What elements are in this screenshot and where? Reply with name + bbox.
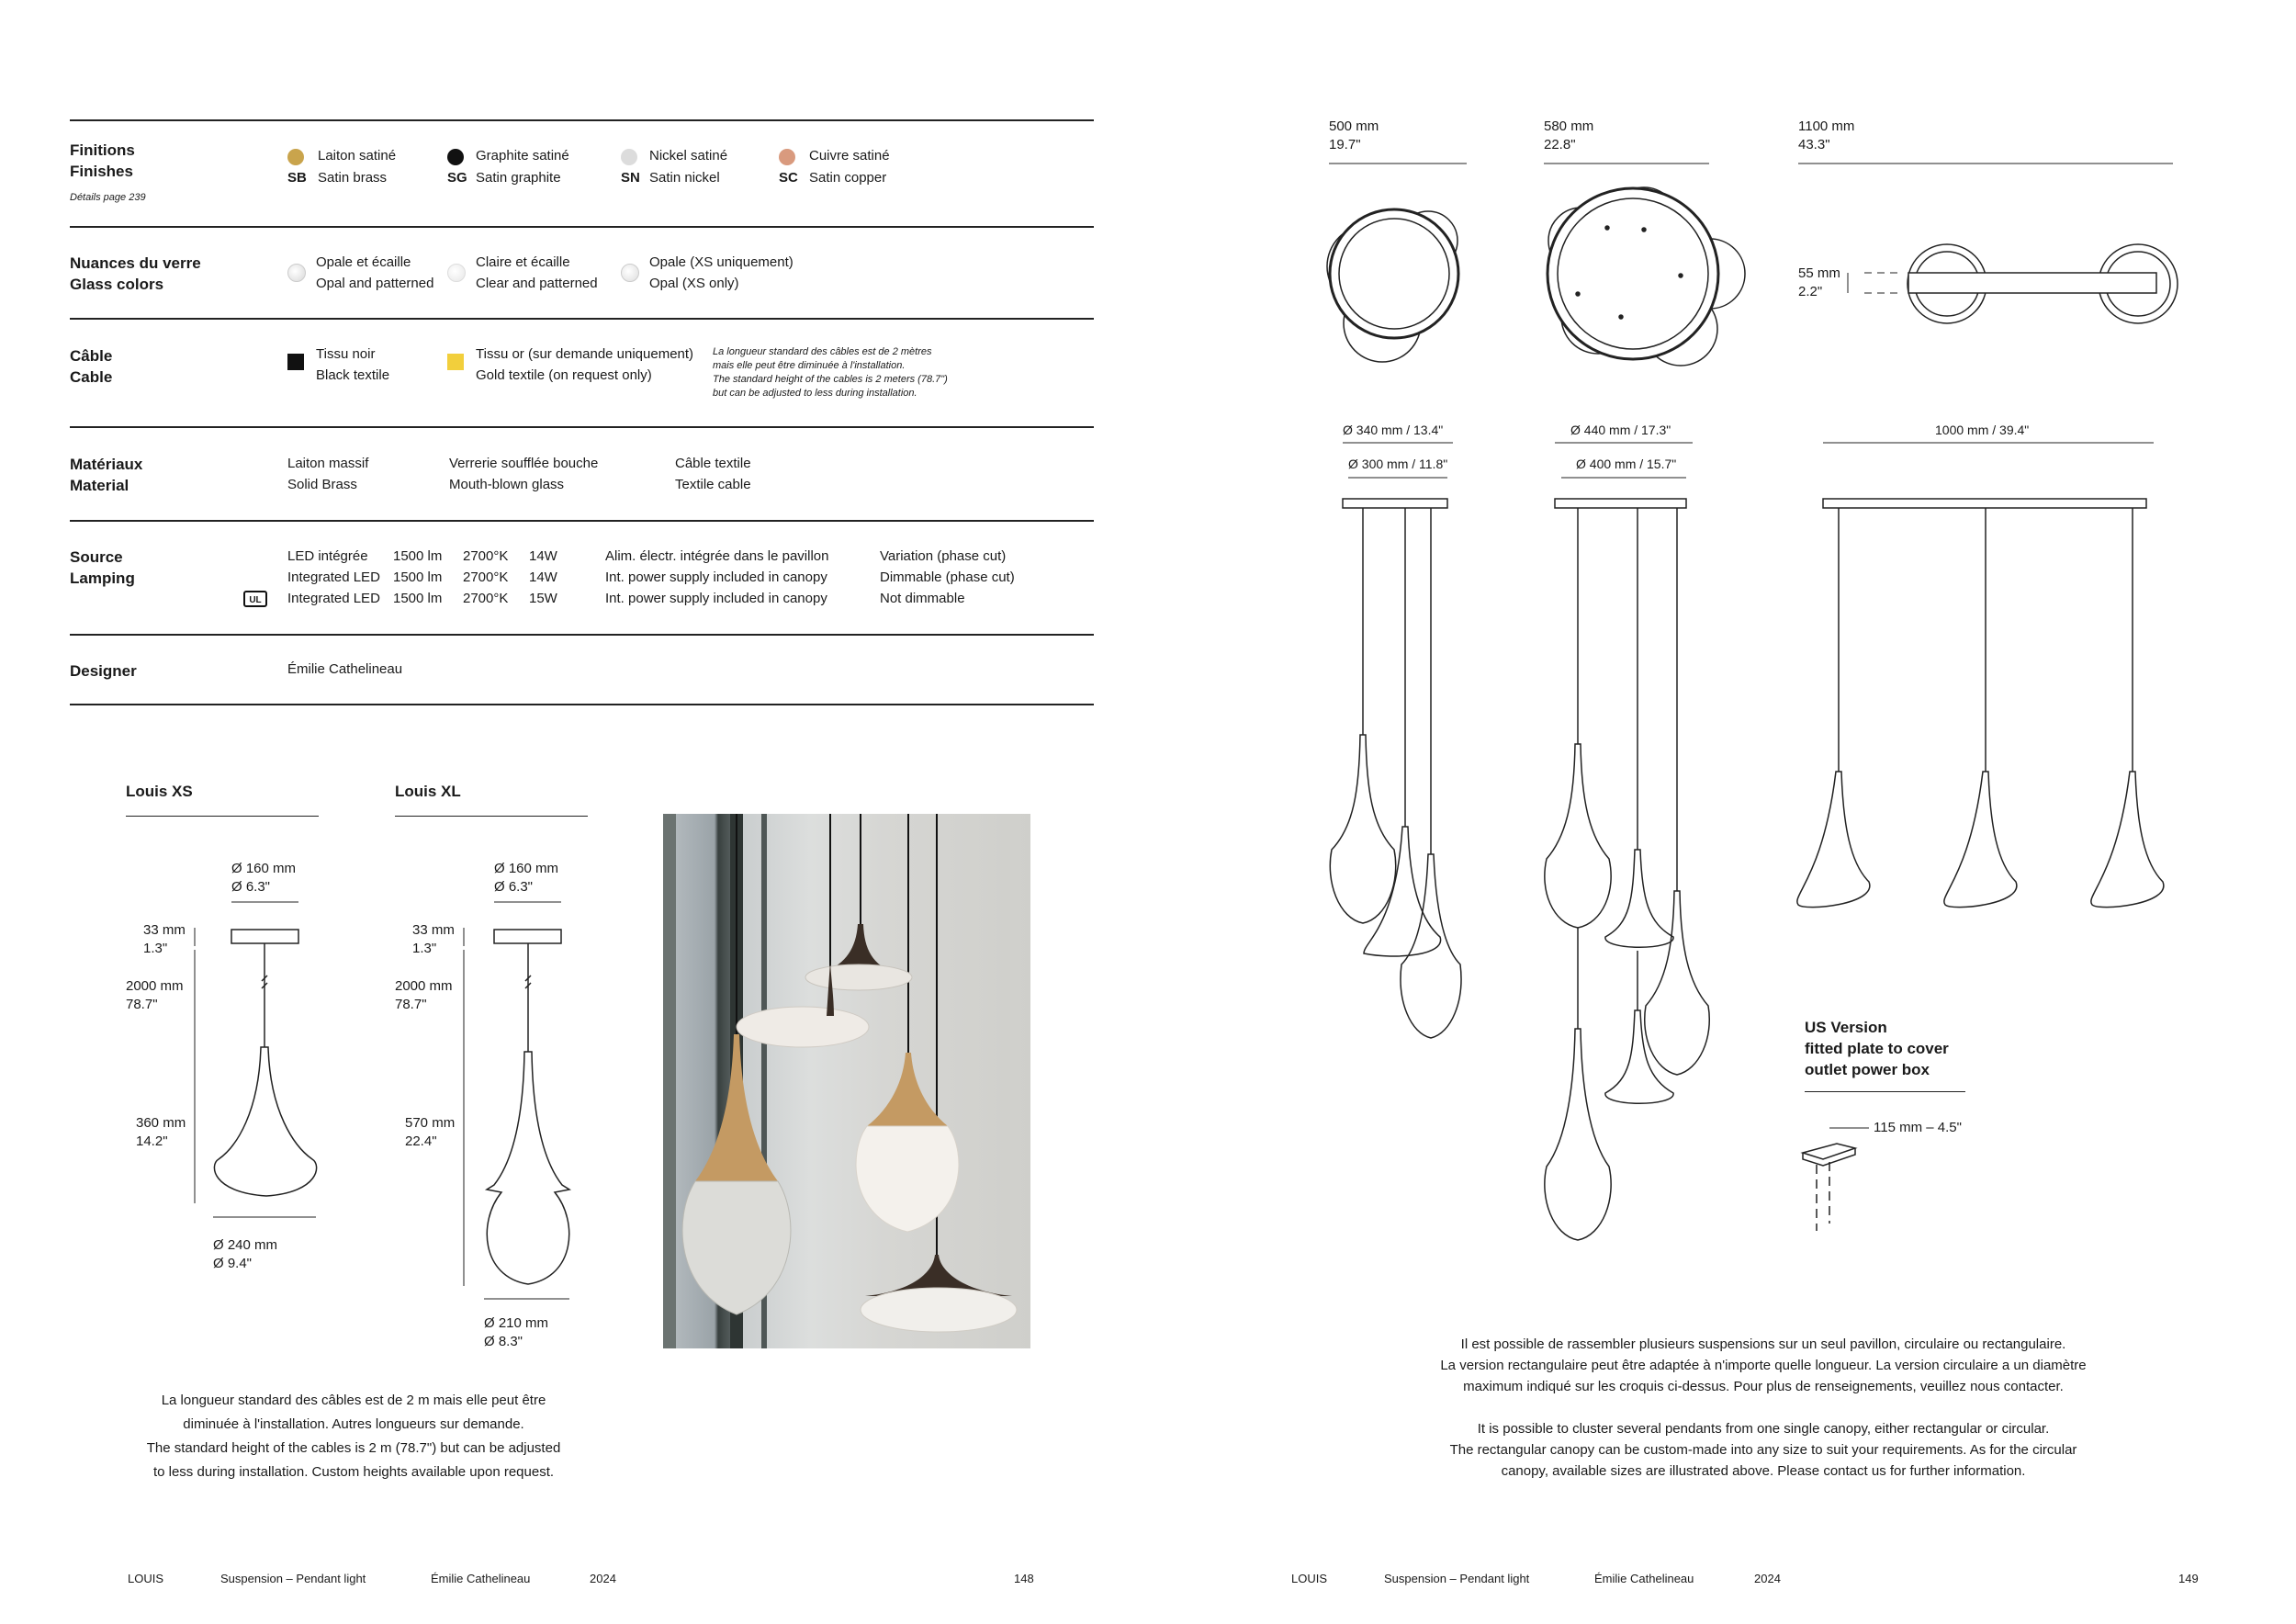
footer-year: 2024: [1754, 1572, 1781, 1585]
cable-1-en: Black textile: [316, 367, 390, 383]
cluster3-width-mm: 1100 mm: [1798, 118, 1855, 134]
footer-designer: Émilie Cathelineau: [1594, 1572, 1694, 1585]
cluster2-width-in: 22.8": [1544, 137, 1576, 152]
finish-sc-fr: Cuivre satiné: [809, 148, 890, 164]
cluster2-width-mm: 580 mm: [1544, 118, 1594, 134]
lamping-row1-lm: 1500 lm: [393, 548, 443, 564]
caption-line: to less during installation. Custom heights available upon request.: [152, 1464, 555, 1480]
lamping-row1-w: 14W: [529, 548, 557, 564]
cluster2-dia-inner: Ø 400 mm / 15.7": [1576, 457, 1677, 471]
lamping-row2-lm: 1500 lm: [393, 570, 443, 585]
finish-sg-en: Satin graphite: [476, 170, 561, 186]
material-2-en: Mouth-blown glass: [449, 477, 565, 492]
footer-year: 2024: [590, 1572, 616, 1585]
finish-sn-code: SN: [621, 170, 640, 186]
xs-body-mm: 360 mm: [136, 1115, 186, 1131]
lamping-row3-w: 15W: [529, 591, 557, 606]
footer-product: LOUIS: [128, 1572, 164, 1585]
louis-xl-title: Louis XL: [395, 783, 461, 800]
caption-line: maximum indiqué sur les croquis ci-dessus. Pour plus de renseignements, veuillez nous contacter.: [1463, 1379, 2064, 1394]
material-2-fr: Verrerie soufflée bouche: [449, 456, 599, 471]
us-plate-dim: 115 mm – 4.5": [1874, 1120, 1962, 1135]
cluster1-width-in: 19.7": [1329, 137, 1361, 152]
xl-canopy-dia-in: Ø 6.3": [494, 879, 534, 895]
lamping-row2-dim: Dimmable (phase cut): [880, 570, 1015, 585]
finish-sc-en: Satin copper: [809, 170, 887, 186]
xl-body-mm: 570 mm: [405, 1115, 456, 1131]
finish-sg-code: SG: [447, 170, 467, 186]
lamping-row3-supply: Int. power supply included in canopy: [605, 591, 827, 606]
glass-2-fr: Claire et écaille: [476, 254, 570, 270]
cluster3-width-in: 43.3": [1798, 137, 1830, 152]
caption-line: diminuée à l'installation. Autres longueurs sur demande.: [183, 1416, 524, 1432]
designer-name: Émilie Cathelineau: [287, 661, 403, 677]
right-caption: [1341, 1334, 2186, 1482]
lamping-row2-type: Integrated LED: [287, 570, 380, 585]
finish-sb-fr: Laiton satiné: [318, 148, 397, 164]
xl-cable-mm: 2000 mm: [395, 978, 453, 994]
finish-sb-code: SB: [287, 170, 307, 186]
caption-line: The standard height of the cables is 2 m (78.7") but can be adjusted: [146, 1440, 561, 1456]
finish-sg-fr: Graphite satiné: [476, 148, 569, 164]
finish-sc-code: SC: [779, 170, 798, 186]
xs-canopy-h-mm: 33 mm: [143, 922, 186, 938]
material-1-fr: Laiton massif: [287, 456, 369, 471]
xs-cable-in: 78.7": [126, 997, 158, 1012]
lamping-row2-w: 14W: [529, 570, 557, 585]
lamping-row1-type: LED intégrée: [287, 548, 368, 564]
glass-label: Nuances du verre Glass colors: [70, 254, 201, 293]
xl-canopy-dia-mm: Ø 160 mm: [494, 861, 559, 876]
cable-2-en: Gold textile (on request only): [476, 367, 652, 383]
caption-line: canopy, available sizes are illustrated above. Please contact us for further information.: [1501, 1463, 2026, 1479]
finishes-note: Détails page 239: [70, 192, 146, 203]
glass-3-en: Opal (XS only): [649, 276, 739, 291]
cable-note-fr-1: La longueur standard des câbles est de 2 mètres: [713, 346, 932, 357]
material-3-en: Textile cable: [675, 477, 751, 492]
cluster3-length: 1000 mm / 39.4": [1935, 423, 2030, 437]
finish-sn-en: Satin nickel: [649, 170, 720, 186]
cluster2-dia-outer: Ø 440 mm / 17.3": [1570, 423, 1671, 437]
lamping-row1-k: 2700°K: [463, 548, 509, 564]
cable-1-fr: Tissu noir: [316, 346, 376, 362]
lamping-row2-k: 2700°K: [463, 570, 509, 585]
xs-dia-in: Ø 9.4": [213, 1256, 253, 1271]
finishes-label: Finitions Finishes: [70, 141, 135, 180]
footer-designer: Émilie Cathelineau: [431, 1572, 531, 1585]
material-label: Matériaux Material: [70, 456, 143, 494]
xl-dia-in: Ø 8.3": [484, 1334, 523, 1349]
xs-canopy-h-in: 1.3": [143, 941, 168, 956]
xs-cable-mm: 2000 mm: [126, 978, 184, 994]
footer-type: Suspension – Pendant light: [220, 1572, 366, 1585]
glass-1-fr: Opale et écaille: [316, 254, 411, 270]
glass-2-en: Clear and patterned: [476, 276, 598, 291]
material-3-fr: Câble textile: [675, 456, 751, 471]
finish-sb-en: Satin brass: [318, 170, 388, 186]
xs-canopy-dia-in: Ø 6.3": [231, 879, 271, 895]
cluster1-width-mm: 500 mm: [1329, 118, 1379, 134]
lamping-row3-k: 2700°K: [463, 591, 509, 606]
caption-line: La version rectangulaire peut être adaptée à n'importe quelle longueur. La version circulaire a un diamètre: [1440, 1358, 2087, 1373]
caption-line: La longueur standard des câbles est de 2 m mais elle peut être: [161, 1393, 546, 1408]
xl-canopy-h-mm: 33 mm: [412, 922, 455, 938]
lamping-row3-lm: 1500 lm: [393, 591, 443, 606]
lamping-row1-supply: Alim. électr. intégrée dans le pavillon: [605, 548, 829, 564]
louis-xs-title: Louis XS: [126, 783, 193, 800]
xl-canopy-h-in: 1.3": [412, 941, 437, 956]
xl-dia-mm: Ø 210 mm: [484, 1315, 549, 1331]
cable-2-fr: Tissu or (sur demande uniquement): [476, 346, 694, 362]
cluster1-dia-outer: Ø 340 mm / 13.4": [1343, 423, 1444, 437]
lamping-row2-supply: Int. power supply included in canopy: [605, 570, 827, 585]
cluster3-height-mm: 55 mm: [1798, 265, 1840, 281]
glass-3-fr: Opale (XS uniquement): [649, 254, 793, 270]
finish-sn-fr: Nickel satiné: [649, 148, 728, 164]
page-number: 149: [2178, 1572, 2199, 1585]
xl-cable-in: 78.7": [395, 997, 427, 1012]
caption-line: The rectangular canopy can be custom-made into any size to suit your requirements. As for the circular: [1449, 1442, 2077, 1458]
cable-note-en-2: but can be adjusted to less during installation.: [713, 388, 917, 399]
page-number: 148: [1014, 1572, 1034, 1585]
xs-dia-mm: Ø 240 mm: [213, 1237, 278, 1253]
caption-line: It is possible to cluster several pendants from one single canopy, either rectangular or circular.: [1477, 1421, 2050, 1437]
cluster1-dia-inner: Ø 300 mm / 11.8": [1348, 457, 1448, 471]
ul-badge-text: UL: [249, 595, 262, 605]
xl-body-in: 22.4": [405, 1133, 437, 1149]
glass-1-en: Opal and patterned: [316, 276, 434, 291]
lamping-row1-dim: Variation (phase cut): [880, 548, 1007, 564]
cable-note-fr-2: mais elle peut être diminuée à l'installation.: [713, 360, 906, 371]
footer-product: LOUIS: [1291, 1572, 1328, 1585]
cluster3-height-in: 2.2": [1798, 284, 1823, 299]
lamping-label: Source Lamping: [70, 548, 135, 587]
designer-label: Designer: [70, 662, 137, 680]
lamping-row3-dim: Not dimmable: [880, 591, 965, 606]
xs-body-in: 14.2": [136, 1133, 168, 1149]
divider: [1805, 1091, 1965, 1092]
xs-canopy-dia-mm: Ø 160 mm: [231, 861, 297, 876]
material-1-en: Solid Brass: [287, 477, 357, 492]
cable-note-en-1: The standard height of the cables is 2 meters (78.7"): [713, 374, 948, 385]
cable-label: Câble Cable: [70, 347, 113, 386]
lamping-row3-type: Integrated LED: [287, 591, 380, 606]
us-version-title: US Version fitted plate to cover outlet power box: [1805, 1019, 1949, 1078]
footer-type: Suspension – Pendant light: [1384, 1572, 1530, 1585]
caption-line: Il est possible de rassembler plusieurs suspensions sur un seul pavillon, circulaire ou rectangulaire.: [1460, 1336, 2066, 1352]
